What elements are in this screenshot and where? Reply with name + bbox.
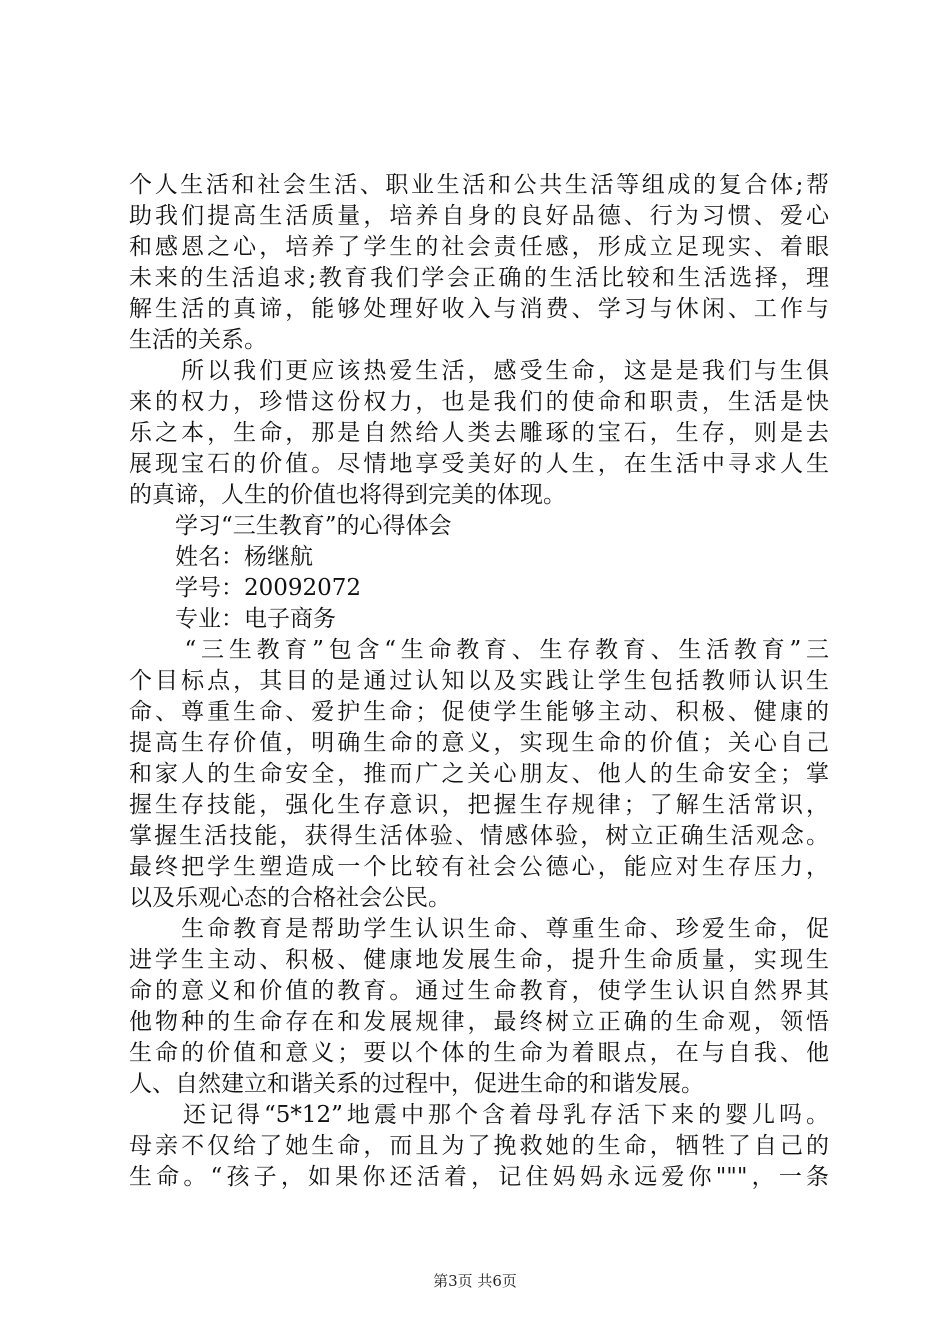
text-line: 助我们提高生活质量，培养自身的良好品德、行为习惯、爱心 (129, 203, 829, 229)
document-body (129, 170, 829, 1193)
text-line: 生活的关系。 (129, 327, 267, 353)
text-line: 进学生主动、积极、健康地发展生命，提升生命质量，实现生 (129, 947, 829, 973)
text-line: 提高生存价值，明确生命的意义，实现生命的价值；关心自己 (129, 730, 829, 756)
text-line: 人、自然建立和谐关系的过程中，促进生命的和谐发展。 (129, 1071, 704, 1097)
text-line: 他物种的生命存在和发展规律，最终树立正确的生命观，领悟 (129, 1009, 829, 1035)
text-line: 最终把学生塑造成一个比较有社会公德心，能应对生存压力， (129, 854, 829, 880)
text-line: 生命教育是帮助学生认识生命、尊重生命、珍爱生命，促 (129, 916, 829, 942)
text-line: 以及乐观心态的合格社会公民。 (129, 885, 451, 911)
text-line: 所以我们更应该热爱生活，感受生命，这是是我们与生俱 (129, 358, 829, 384)
text-line: 来的权力，珍惜这份权力，也是我们的使命和职责，生活是快 (129, 389, 829, 415)
text-line: 学习“三生教育”的心得体会 (129, 513, 452, 539)
text-line: 命的意义和价值的教育。通过生命教育，使学生认识自然界其 (129, 978, 829, 1004)
text-line: 姓名：杨继航 (129, 544, 313, 570)
text-line: “三生教育”包含“生命教育、生存教育、生活教育”三 (129, 637, 829, 663)
text-line: 和感恩之心，培养了学生的社会责任感，形成立足现实、着眼 (129, 234, 829, 260)
text-line: 个人生活和社会生活、职业生活和公共生活等组成的复合体;帮 (129, 172, 829, 198)
text-line: 的真谛，人生的价值也将得到完美的体现。 (129, 482, 566, 508)
text-line: 展现宝石的价值。尽情地享受美好的人生，在生活中寻求人生 (129, 451, 829, 477)
text-line: 还记得“5*12”地震中那个含着母乳存活下来的婴儿吗。 (129, 1102, 829, 1128)
text-line: 命、尊重生命、爱护生命；促使学生能够主动、积极、健康的 (129, 699, 829, 725)
text-line: 和家人的生命安全，推而广之关心朋友、他人的生命安全；掌 (129, 761, 829, 787)
text-line: 解生活的真谛，能够处理好收入与消费、学习与休闲、工作与 (129, 296, 829, 322)
text-line: 生命。“孩子，如果你还活着，记住妈妈永远爱你"""，一条 (129, 1164, 829, 1190)
text-line: 掌握生活技能，获得生活体验、情感体验，树立正确生活观念。 (129, 823, 829, 849)
text-line: 专业：电子商务 (129, 606, 336, 632)
text-line: 未来的生活追求;教育我们学会正确的生活比较和生活选择，理 (129, 265, 829, 291)
text-line: 学号：20092072 (129, 575, 362, 601)
page-footer: 第3页 共6页 (433, 1272, 517, 1290)
text-line: 生命的价值和意义；要以个体的生命为着眼点，在与自我、他 (129, 1040, 829, 1066)
text-line: 个目标点，其目的是通过认知以及实践让学生包括教师认识生 (129, 668, 829, 694)
text-line: 乐之本，生命，那是自然给人类去雕琢的宝石，生存，则是去 (129, 420, 829, 446)
text-line: 握生存技能，强化生存意识，把握生存规律；了解生活常识， (129, 792, 829, 818)
text-line: 母亲不仅给了她生命，而且为了挽救她的生命，牺牲了自己的 (129, 1133, 829, 1159)
